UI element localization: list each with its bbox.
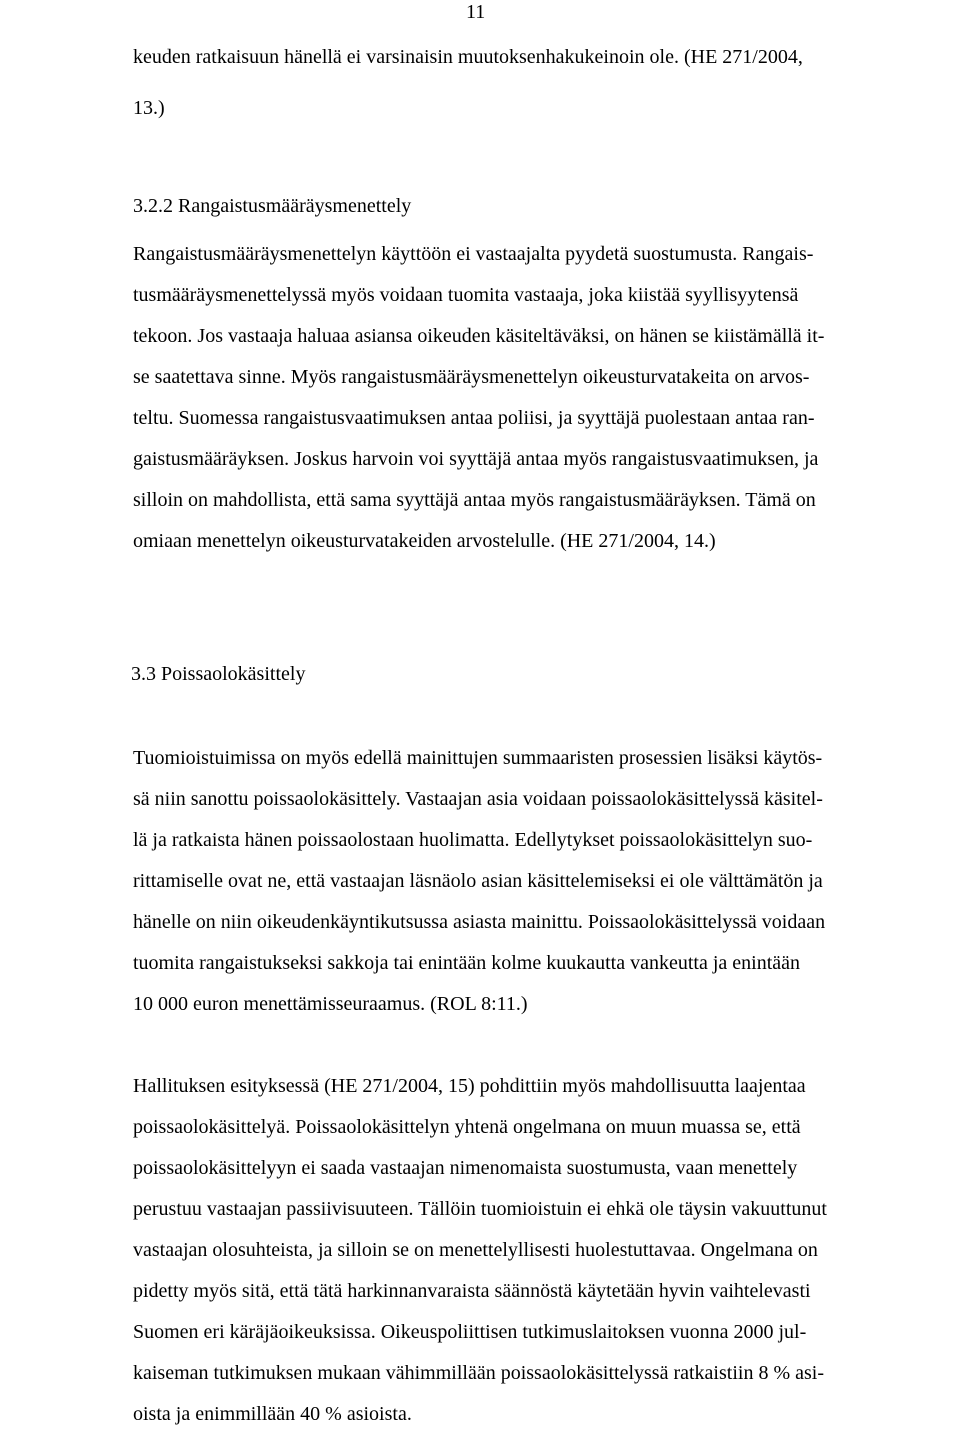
text-line: rittamiselle ovat ne, että vastaajan läsnäolo asian käsittelemiseksi ei ole välttämätön ja xyxy=(133,870,823,892)
text-line: perustuu vastaajan passiivisuuteen. Tällöin tuomioistuin ei ehkä ole täysin vakuuttunut xyxy=(133,1198,827,1220)
text-line: 10 000 euron menettämisseuraamus. (ROL 8:11.) xyxy=(133,993,528,1015)
text-line: tekoon. Jos vastaaja haluaa asiansa oikeuden käsiteltäväksi, on hänen se kiistämällä it- xyxy=(133,325,825,347)
text-line: pidetty myös sitä, että tätä harkinnanvaraista säännöstä käytetään hyvin vaihtelevasti xyxy=(133,1280,811,1302)
text-line: Rangaistusmääräysmenettelyn käyttöön ei vastaajalta pyydetä suostumusta. Rangais- xyxy=(133,243,814,265)
text-line: poissaolokäsittelyyn ei saada vastaajan nimenomaista suostumusta, vaan menettely xyxy=(133,1157,798,1179)
text-line: 13.) xyxy=(133,97,165,119)
text-line: Tuomioistuimissa on myös edellä mainittujen summaaristen prosessien lisäksi käytös- xyxy=(133,747,823,769)
text-line: omiaan menettelyn oikeusturvatakeiden arvostelulle. (HE 271/2004, 14.) xyxy=(133,530,716,552)
text-line: vastaajan olosuhteista, ja silloin se on menettelyllisesti huolestuttavaa. Ongelmana on xyxy=(133,1239,818,1261)
text-line: kaiseman tutkimuksen mukaan vähimmillään poissaolokäsittelyssä ratkaistiin 8 % asi- xyxy=(133,1362,824,1384)
text-line: tuomita rangaistukseksi sakkoja tai enintään kolme kuukautta vankeutta ja enintään xyxy=(133,952,801,974)
text-line: Hallituksen esityksessä (HE 271/2004, 15) pohdittiin myös mahdollisuutta laajentaa xyxy=(133,1075,806,1097)
text-line: oista ja enimmillään 40 % asioista. xyxy=(133,1403,412,1425)
text-line: Suomen eri käräjäoikeuksissa. Oikeuspoliittisen tutkimuslaitoksen vuonna 2000 jul- xyxy=(133,1321,807,1343)
text-line: sä niin sanottu poissaolokäsittely. Vastaajan asia voidaan poissaolokäsittelyssä käsitel- xyxy=(133,788,823,810)
text-line: hänelle on niin oikeudenkäyntikutsussa asiasta mainittu. Poissaolokäsittelyssä voidaan xyxy=(133,911,826,933)
text-line: teltu. Suomessa rangaistusvaatimuksen antaa poliisi, ja syyttäjä puolestaan antaa ran- xyxy=(133,407,815,429)
page-number: 11 xyxy=(466,1,486,23)
text-line: keuden ratkaisuun hänellä ei varsinaisin muutoksenhakukeinoin ole. (HE 271/2004, xyxy=(133,46,803,68)
text-line: se saatettava sinne. Myös rangaistusmääräysmenettelyn oikeusturvatakeita on arvos- xyxy=(133,366,810,388)
section-heading-3-3: 3.3 Poissaolokäsittely xyxy=(131,663,306,685)
text-line: gaistusmääräyksen. Joskus harvoin voi syyttäjä antaa myös rangaistusvaatimuksen, ja xyxy=(133,448,819,470)
text-line: lä ja ratkaista hänen poissaolostaan huolimatta. Edellytykset poissaolokäsittelyn suo- xyxy=(133,829,813,851)
section-heading-3-2-2: 3.2.2 Rangaistusmääräysmenettely xyxy=(133,195,412,217)
text-line: silloin on mahdollista, että sama syyttäjä antaa myös rangaistusmääräyksen. Tämä on xyxy=(133,489,816,511)
text-line: poissaolokäsittelyä. Poissaolokäsittelyn yhtenä ongelmana on muun muassa se, että xyxy=(133,1116,801,1138)
text-line: tusmääräysmenettelyssä myös voidaan tuomita vastaaja, joka kiistää syyllisyytensä xyxy=(133,284,799,306)
